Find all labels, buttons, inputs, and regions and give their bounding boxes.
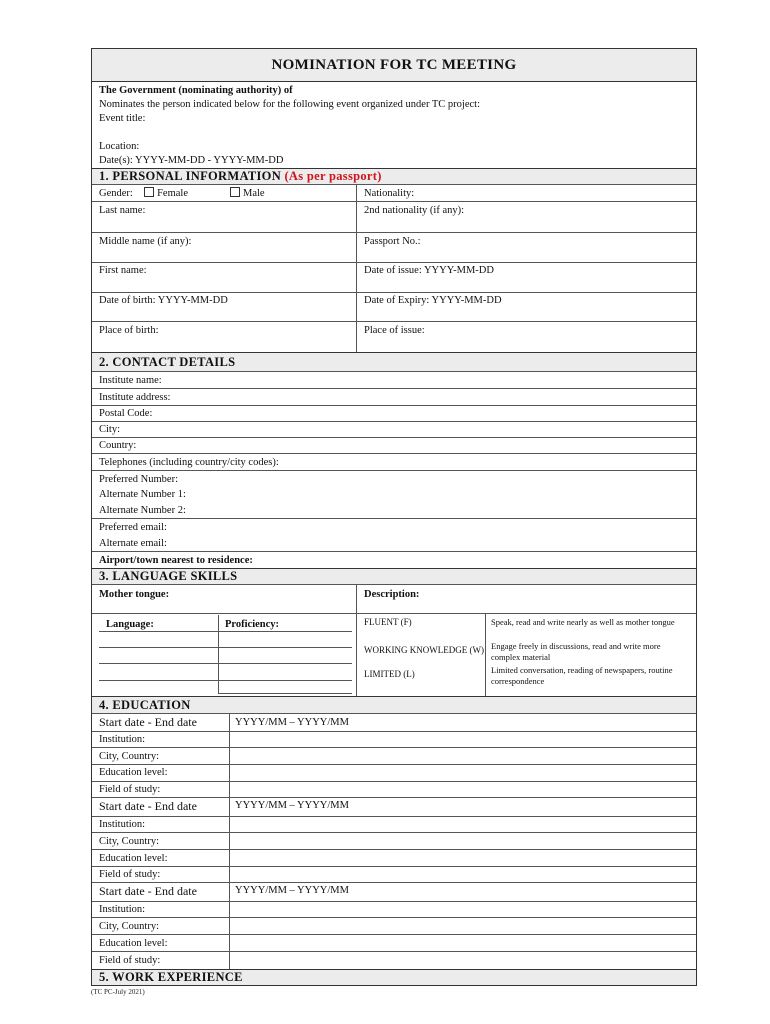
gender-row (99, 187, 188, 200)
alternate-number-2-label: Alternate Number 2: (99, 505, 186, 516)
edu-1-city-country: City, Country: (99, 751, 159, 762)
section-1-title: 1. PERSONAL INFORMATION (99, 169, 282, 183)
airport-label: Airport/town nearest to residence: (99, 555, 253, 566)
description-label: Description: (364, 589, 420, 600)
telephones-label: Telephones (including country/city codes): (99, 457, 279, 468)
edu-1-education-level: Education level: (99, 767, 168, 778)
edu-2-start-end: Start date - End date (99, 799, 197, 813)
event-title-label: Event title: (99, 113, 146, 124)
male-checkbox[interactable] (230, 187, 240, 197)
edu-2-date-value: YYYY/MM – YYYY/MM (235, 800, 349, 811)
nationality-label: Nationality: (364, 188, 415, 199)
edu-3-education-level: Education level: (99, 938, 168, 949)
section-2-heading: 2. CONTACT DETAILS (99, 355, 236, 369)
edu-1-start-end: Start date - End date (99, 715, 197, 729)
place-of-issue-label: Place of issue: (364, 325, 425, 336)
gender-label: Gender: (99, 188, 133, 199)
intro-line-2: Nominates the person indicated below for the following event organized under TC project: (99, 99, 481, 110)
section-5-heading: 5. WORK EXPERIENCE (99, 970, 243, 984)
middle-name-label: Middle name (if any): (99, 236, 192, 247)
level-working-code: WORKING KNOWLEDGE (W) (364, 645, 484, 655)
level-limited-desc: Limited conversation, reading of newspapers, routine correspondence (491, 665, 673, 686)
first-name-label: First name: (99, 265, 147, 276)
language-label: Language: (106, 619, 154, 630)
edu-2-city-country: City, Country: (99, 836, 159, 847)
edu-2-education-level: Education level: (99, 853, 168, 864)
section-3-heading: 3. LANGUAGE SKILLS (99, 569, 238, 583)
level-fluent-desc: Speak, read and write nearly as well as mother tongue (491, 617, 675, 627)
section-4-heading: 4. EDUCATION (99, 698, 191, 712)
country-label: Country: (99, 440, 137, 451)
city-label: City: (99, 424, 121, 435)
edu-1-date-value: YYYY/MM – YYYY/MM (235, 717, 349, 728)
mother-tongue-label: Mother tongue: (99, 589, 170, 600)
edu-2-field-of-study: Field of study: (99, 869, 161, 880)
level-limited-code: LIMITED (L) (364, 669, 415, 679)
place-of-birth-label: Place of birth: (99, 325, 159, 336)
female-checkbox[interactable] (144, 187, 154, 197)
location-label: Location: (99, 141, 140, 152)
edu-3-field-of-study: Field of study: (99, 955, 161, 966)
institute-address-label: Institute address: (99, 392, 171, 403)
institute-name-label: Institute name: (99, 375, 162, 386)
passport-no-label: Passport No.: (364, 236, 421, 247)
edu-3-institution: Institution: (99, 904, 146, 915)
edu-3-date-value: YYYY/MM – YYYY/MM (235, 885, 349, 896)
preferred-number-label: Preferred Number: (99, 474, 179, 485)
section-1-note: (As per passport) (284, 169, 382, 183)
level-working-desc: Engage freely in discussions, read and write more complex material (491, 641, 661, 662)
form-footer: (TC PC-July 2021) (91, 988, 145, 996)
preferred-email-label: Preferred email: (99, 522, 167, 533)
form-title: NOMINATION FOR TC MEETING (271, 57, 517, 73)
alternate-number-1-label: Alternate Number 1: (99, 489, 186, 500)
edu-1-institution: Institution: (99, 734, 146, 745)
edu-3-city-country: City, Country: (99, 921, 159, 932)
proficiency-label: Proficiency: (225, 619, 280, 630)
edu-1-field-of-study: Field of study: (99, 784, 161, 795)
date-of-expiry-label: Date of Expiry: YYYY-MM-DD (364, 295, 502, 306)
dates-label: Date(s): YYYY-MM-DD - YYYY-MM-DD (99, 155, 284, 166)
level-fluent-code: FLUENT (F) (364, 617, 412, 627)
date-of-issue-label: Date of issue: YYYY-MM-DD (364, 265, 494, 276)
nomination-form (91, 48, 697, 986)
alternate-email-label: Alternate email: (99, 538, 167, 549)
last-name-label: Last name: (99, 205, 146, 216)
date-of-birth-label: Date of birth: YYYY-MM-DD (99, 295, 228, 306)
male-option (230, 187, 265, 200)
second-nationality-label: 2nd nationality (if any): (364, 205, 465, 216)
edu-3-start-end: Start date - End date (99, 884, 197, 898)
section-1-heading (99, 169, 382, 184)
postal-code-label: Postal Code: (99, 408, 153, 419)
female-label: Female (157, 188, 188, 199)
intro-line-1: The Government (nominating authority) of (99, 85, 293, 96)
edu-2-institution: Institution: (99, 819, 146, 830)
male-label: Male (243, 188, 265, 199)
